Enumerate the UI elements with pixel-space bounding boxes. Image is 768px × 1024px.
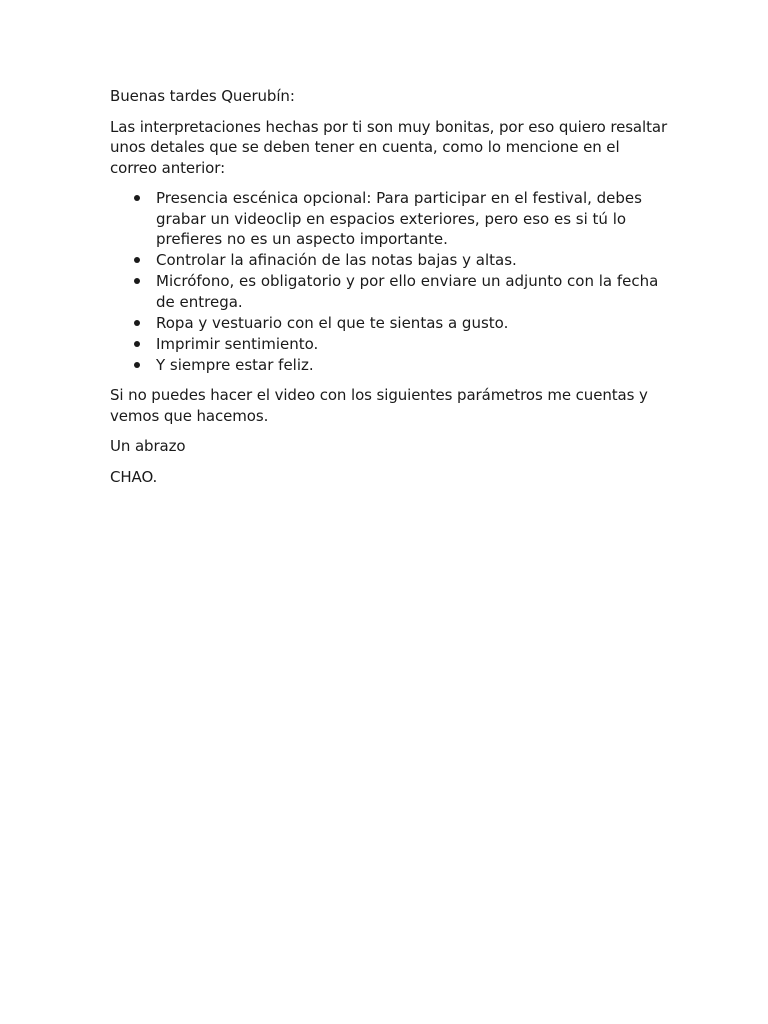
closing-paragraph: Si no puedes hacer el video con los siguientes parámetros me cuentas y vemos que hacemos. xyxy=(110,386,648,425)
bullet-icon xyxy=(134,195,140,201)
requirements-list xyxy=(110,188,670,375)
list-item-text: Imprimir sentimiento. xyxy=(156,334,319,353)
list-item-text: Controlar la afinación de las notas bajas y altas. xyxy=(156,251,517,269)
bullet-icon xyxy=(134,278,140,284)
farewell: CHAO. xyxy=(110,467,158,486)
bullet-icon xyxy=(134,320,140,326)
list-item xyxy=(110,355,670,376)
list-item-text: Micrófono, es obligatorio y por ello enviare un adjunto con la fecha de entrega. xyxy=(156,272,659,311)
list-item xyxy=(110,250,670,271)
list-item xyxy=(110,334,670,355)
letter-body xyxy=(110,86,670,497)
greeting: Buenas tardes Querubín: xyxy=(110,87,295,105)
bullet-icon xyxy=(134,257,140,263)
intro-paragraph: Las interpretaciones hechas por ti son muy bonitas, por eso quiero resaltar unos detales que se deben tener en cuenta, como lo mencione en el correo anterior: xyxy=(110,117,668,177)
list-item-text: Presencia escénica opcional: Para participar en el festival, debes grabar un videoclip en espacios exteriores, pero eso es si tú lo prefieres no es un aspecto importante. xyxy=(156,189,642,248)
bullet-icon xyxy=(134,362,140,368)
list-item xyxy=(110,188,670,250)
sign-off: Un abrazo xyxy=(110,437,186,455)
list-item-text: Ropa y vestuario con el que te sientas a gusto. xyxy=(156,313,509,332)
list-item xyxy=(110,313,670,334)
list-item xyxy=(110,271,670,312)
bullet-icon xyxy=(134,341,140,347)
list-item-text: Y siempre estar feliz. xyxy=(156,355,314,374)
